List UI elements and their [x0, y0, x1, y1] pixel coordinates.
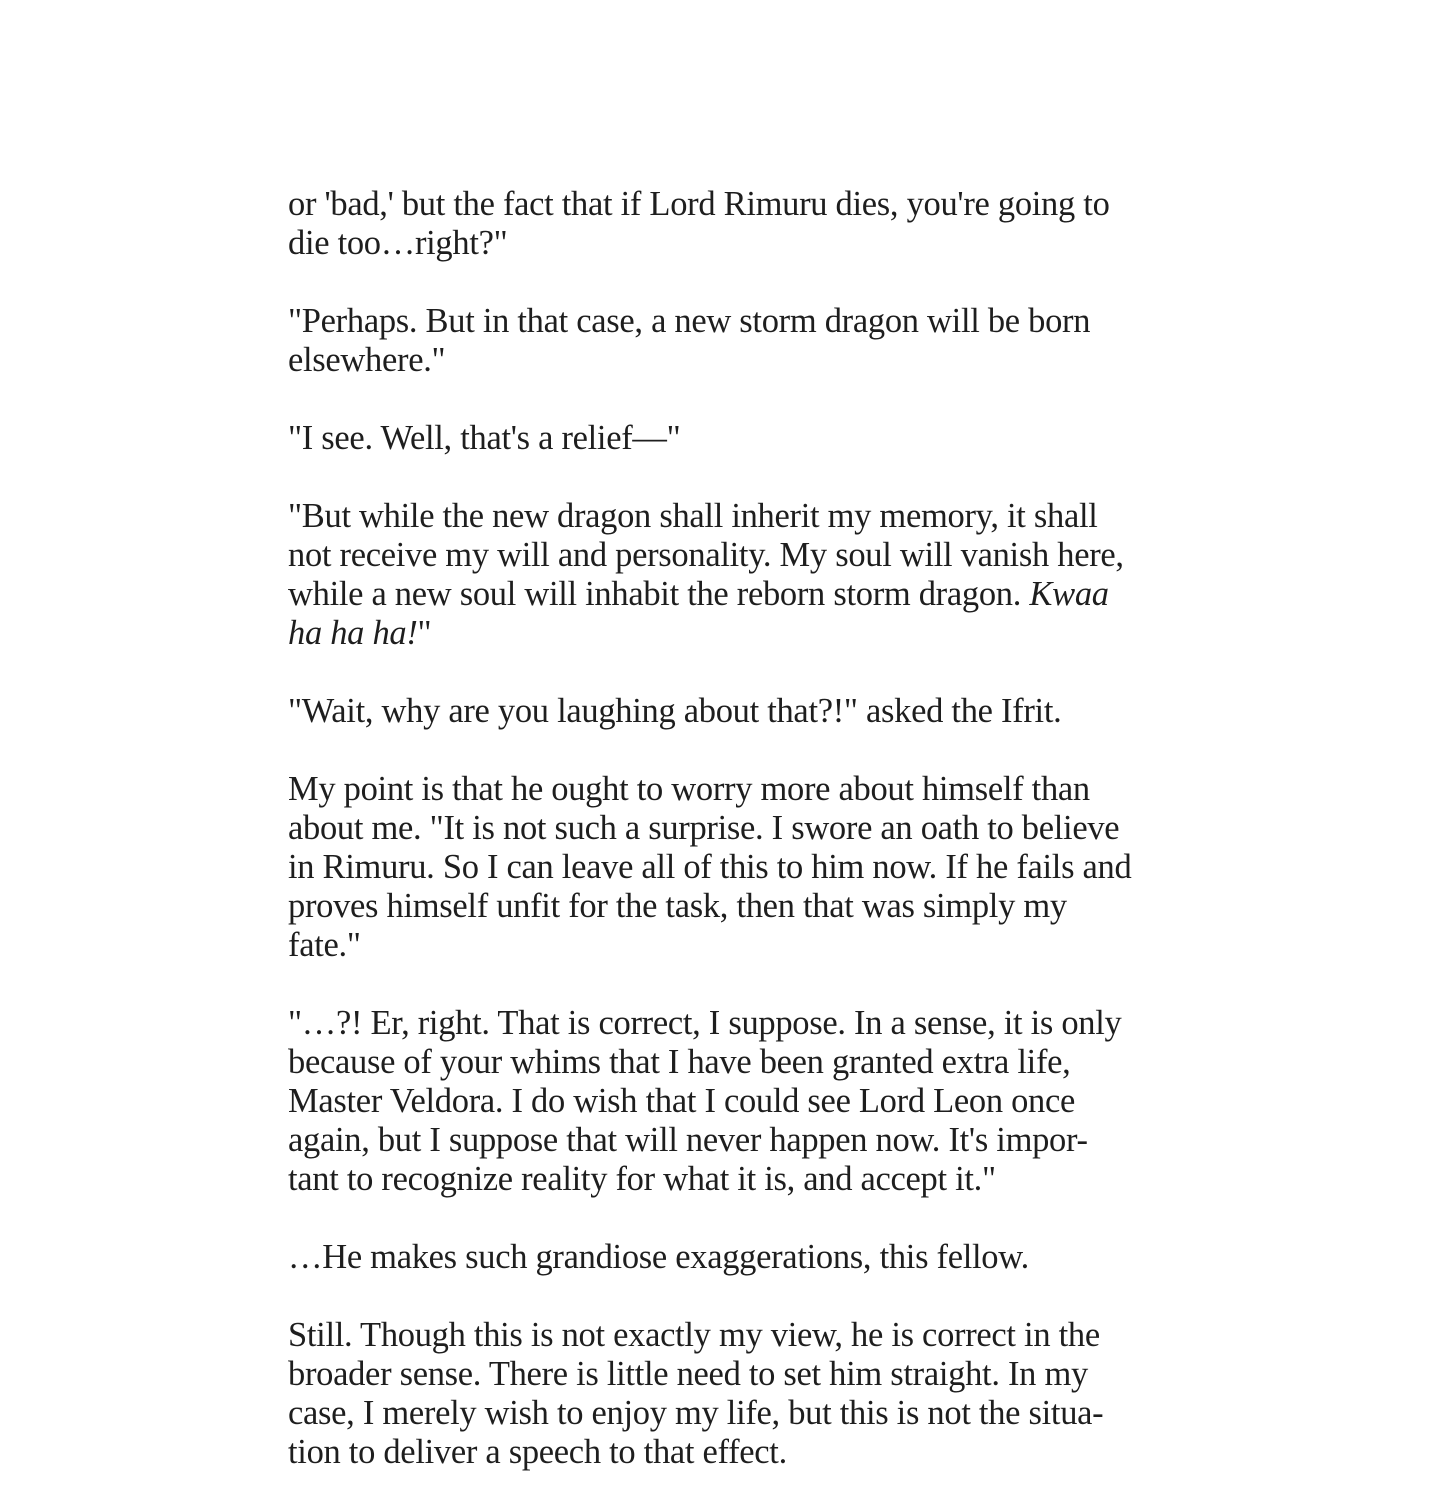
text-line	[288, 575, 1158, 614]
text-line: "Wait, why are you laughing about that?!" asked the Ifrit.	[288, 692, 1062, 730]
text-line	[288, 614, 1158, 653]
text-line: about me. "It is not such a surprise. I swore an oath to believe	[288, 809, 1120, 847]
text-line: My point is that he ought to worry more about himself than	[288, 770, 1090, 808]
text-segment: while a new soul will inhabit the reborn storm dragon.	[288, 575, 1030, 613]
paragraph	[288, 770, 1158, 965]
text-line: again, but I suppose that will never happen now. It's impor-	[288, 1121, 1088, 1159]
paragraph	[288, 497, 1158, 653]
paragraph	[288, 1238, 1158, 1277]
text-line: die too…right?"	[288, 224, 508, 262]
text-line: Master Veldora. I do wish that I could see Lord Leon once	[288, 1082, 1076, 1120]
text-line: in Rimuru. So I can leave all of this to him now. If he fails and	[288, 848, 1132, 886]
text-line: …He makes such grandiose exaggerations, this fellow.	[288, 1238, 1029, 1276]
text-line: "I see. Well, that's a relief—"	[288, 419, 681, 457]
text-line: or 'bad,' but the fact that if Lord Rimuru dies, you're going to	[288, 185, 1110, 223]
paragraph	[288, 302, 1158, 380]
paragraph	[288, 692, 1158, 731]
text-line: proves himself unfit for the task, then that was simply my	[288, 887, 1067, 925]
paragraph	[288, 185, 1158, 263]
paragraph	[288, 1316, 1158, 1472]
text-line: "But while the new dragon shall inherit my memory, it shall	[288, 497, 1098, 535]
text-line: "Perhaps. But in that case, a new storm dragon will be born	[288, 302, 1091, 340]
text-line: case, I merely wish to enjoy my life, but this is not the situa-	[288, 1394, 1104, 1432]
italic-text: ha ha ha!	[288, 614, 418, 652]
paragraph	[288, 419, 1158, 458]
text-line: elsewhere."	[288, 341, 446, 379]
text-line: because of your whims that I have been granted extra life,	[288, 1043, 1071, 1081]
text-line: broader sense. There is little need to set him straight. In my	[288, 1355, 1088, 1393]
text-line: fate."	[288, 926, 361, 964]
text-line: tion to deliver a speech to that effect.	[288, 1433, 787, 1471]
text-line: not receive my will and personality. My soul will vanish here,	[288, 536, 1124, 574]
text-line: "…?! Er, right. That is correct, I suppose. In a sense, it is only	[288, 1004, 1122, 1042]
text-line: tant to recognize reality for what it is, and accept it."	[288, 1160, 996, 1198]
italic-text: Kwaa	[1029, 575, 1109, 613]
text-line: Still. Though this is not exactly my view, he is correct in the	[288, 1316, 1100, 1354]
book-page	[288, 185, 1158, 1511]
text-segment: "	[417, 614, 432, 652]
paragraph	[288, 1004, 1158, 1199]
